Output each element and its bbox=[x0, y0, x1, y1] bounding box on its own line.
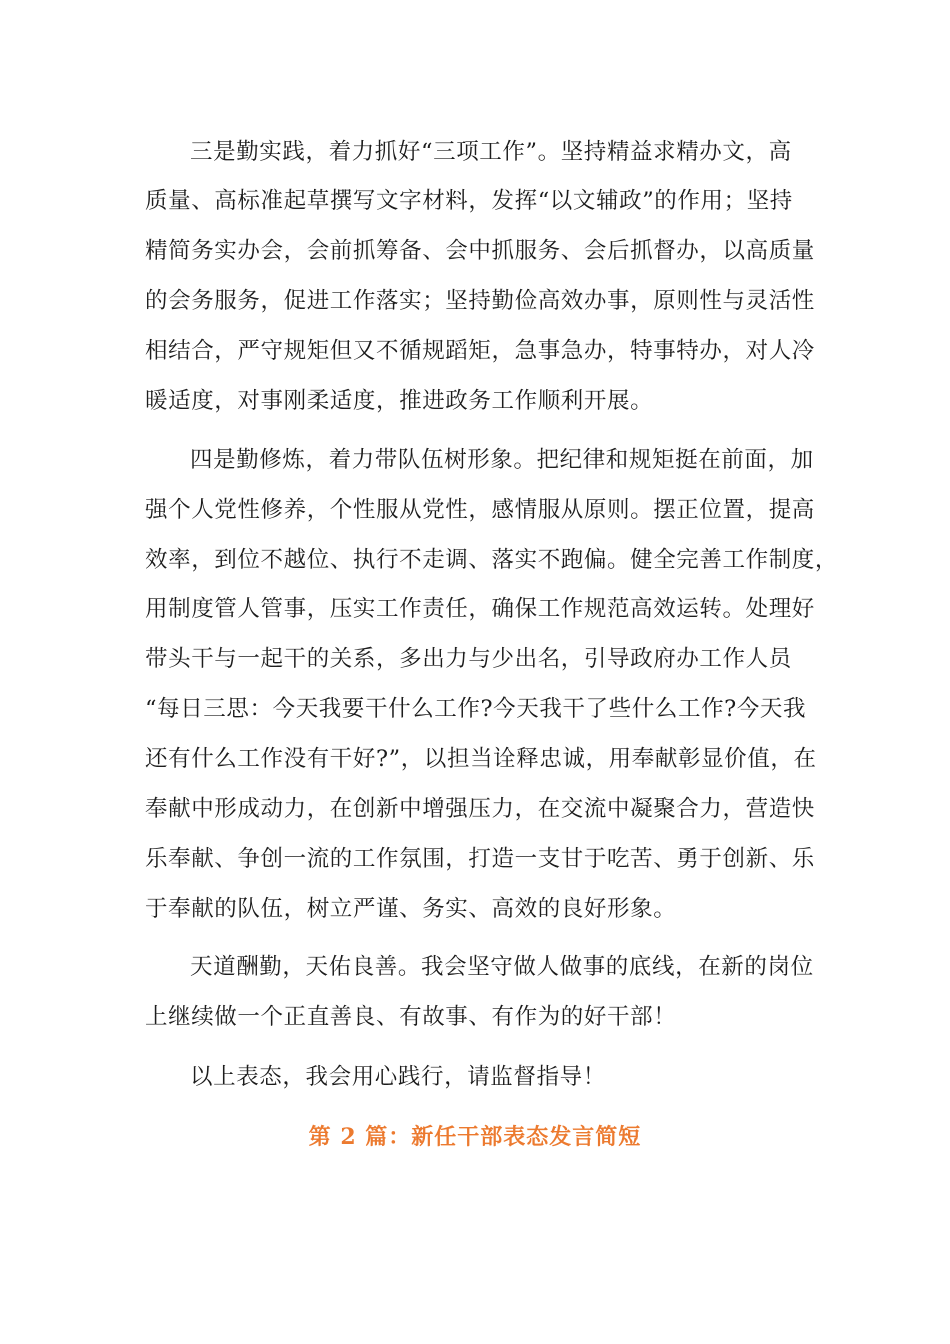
paragraph-final-line-1: 以上表态，我会用心践行，请监督指导！ bbox=[190, 1064, 606, 1090]
paragraph-three-line-1: 三是勤实践，着力抓好“三项工作”。坚持精益求精办文，高 bbox=[190, 139, 792, 165]
paragraph-three-line-6: 暖适度，对事刚柔适度，推进政务工作顺利开展。 bbox=[145, 388, 654, 414]
paragraph-four-line-9: 乐奉献、争创一流的工作氛围，打造一支甘于吃苦、勇于创新、乐 bbox=[145, 846, 815, 872]
paragraph-closing-line-1: 天道酬勤，天佑良善。我会坚守做人做事的底线，在新的岗位 bbox=[190, 954, 814, 980]
paragraph-three-line-2: 质量、高标准起草撰写文字材料，发挥“以文辅政”的作用；坚持 bbox=[145, 188, 793, 214]
paragraph-four-line-6: “每日三思：今天我要干什么工作?今天我干了些什么工作?今天我 bbox=[145, 696, 807, 722]
paragraph-three-line-5: 相结合，严守规矩但又不循规蹈矩，急事急办，特事特办，对人冷 bbox=[145, 338, 815, 364]
section-heading: 第 2 篇：新任干部表态发言简短 bbox=[308, 1124, 642, 1150]
paragraph-four-line-5: 带头干与一起干的关系，多出力与少出名，引导政府办工作人员 bbox=[145, 646, 792, 672]
paragraph-four-line-7: 还有什么工作没有干好?”，以担当诠释忠诚，用奉献彰显价值，在 bbox=[145, 746, 817, 772]
paragraph-three-line-3: 精简务实办会，会前抓筹备、会中抓服务、会后抓督办，以高质量 bbox=[145, 238, 815, 264]
paragraph-four-line-2: 强个人党性修养，个性服从党性，感情服从原则。摆正位置，提高 bbox=[145, 497, 815, 523]
paragraph-four-line-4: 用制度管人管事，压实工作责任，确保工作规范高效运转。处理好 bbox=[145, 596, 815, 622]
paragraph-four-line-3: 效率，到位不越位、执行不走调、落实不跑偏。健全完善工作制度， bbox=[145, 547, 839, 573]
paragraph-closing-line-2: 上继续做一个正直善良、有故事、有作为的好干部！ bbox=[145, 1004, 677, 1030]
paragraph-four-line-1: 四是勤修炼，着力带队伍树形象。把纪律和规矩挺在前面，加 bbox=[190, 447, 814, 473]
paragraph-four-line-10: 于奉献的队伍，树立严谨、务实、高效的良好形象。 bbox=[145, 896, 677, 922]
paragraph-three-line-4: 的会务服务，促进工作落实；坚持勤俭高效办事，原则性与灵活性 bbox=[145, 288, 815, 314]
paragraph-four-line-8: 奉献中形成动力，在创新中增强压力，在交流中凝聚合力，营造快 bbox=[145, 796, 815, 822]
